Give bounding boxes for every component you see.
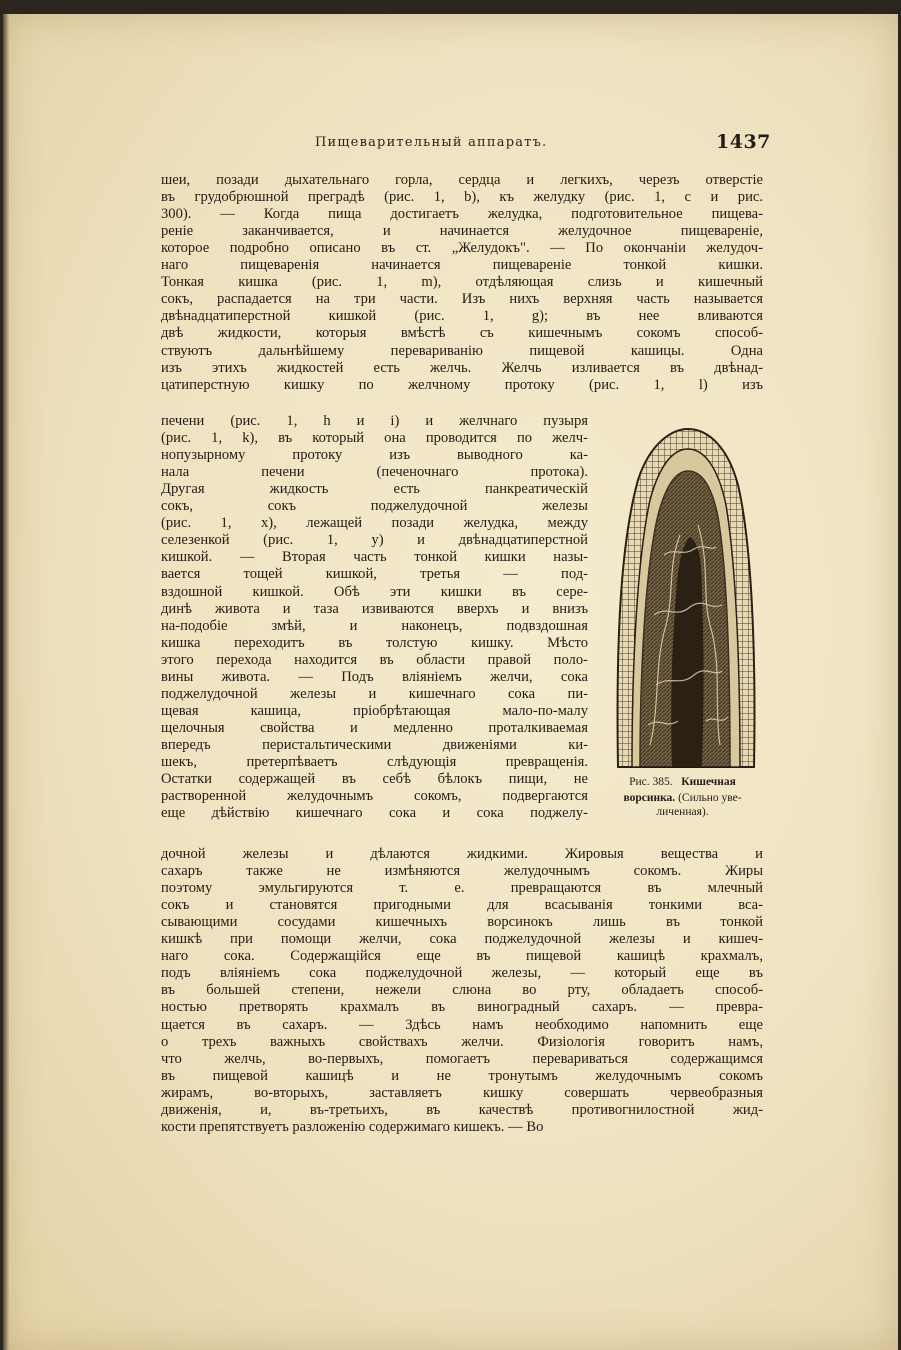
- text-line: изъ этихъ жидкостей есть желчь. Желчь изливается въ двѣнад-: [161, 359, 763, 376]
- text-line: щелочныя свойства и медленно проталкиваемая: [161, 719, 588, 736]
- figure-number: Рис. 385.: [629, 776, 673, 788]
- text-line: Другая жидкость есть панкреатическій: [161, 481, 588, 498]
- text-line: сывающими сосудами кишечныхъ ворсинокъ лишь въ тонкой: [161, 914, 763, 931]
- text-line: дочной железы и дѣлаются жидкими. Жировыя вещества и: [161, 846, 763, 862]
- text-line: поджелудочной железы и кишечнаго сока пи-: [161, 685, 588, 702]
- text-line: сокъ, распадается на три части. Изъ нихъ верхняя часть называется: [161, 291, 763, 308]
- text-line: подъ вліяніемъ сока поджелудочной железы, — который еще въ: [161, 965, 763, 982]
- text-line: нала печени (печеночнаго протока).: [161, 464, 588, 481]
- figure-note: (Сильно уве-: [678, 792, 742, 804]
- text-line: сокъ, сокъ поджелудочной железы: [161, 498, 588, 515]
- text-line: ствуютъ дальнѣйшему перевариванію пищевой кашицы. Одна: [161, 342, 763, 359]
- page-spine-shadow: [3, 14, 9, 1350]
- text-line: которое подробно описано въ ст. „Желудокъ". — По окончаніи желудоч-: [161, 240, 763, 257]
- text-line: этого перехода находится въ области правой поло-: [161, 651, 588, 668]
- text-line: 300). — Когда пища достигаетъ желудка, подготовительное пищева-: [161, 206, 763, 223]
- text-line: кишкой. — Вторая часть тонкой кишки назы-: [161, 549, 588, 566]
- text-line: движенія, и, въ-третьихъ, въ качествѣ противогнилостной жид-: [161, 1101, 763, 1118]
- text-line: щевая кашица, пріобрѣтающая мало-по-малу: [161, 702, 588, 719]
- text-line: кишкѣ при помощи желчи, сока поджелудочной железы и кишеч-: [161, 931, 763, 948]
- text-line: наго пищеваренія начинается пищевареніе тонкой кишки.: [161, 257, 763, 274]
- text-line: (рис. 1, x), лежащей позади желудка, между: [161, 515, 588, 532]
- text-line: кости препятствуетъ разложенію содержимаго кишекъ. — Во: [161, 1118, 544, 1135]
- text-line: шеи, позади дыхательнаго горла, сердца и легкихъ, черезъ отверстіе: [161, 172, 763, 188]
- text-line: шекъ, претерпѣваетъ слѣдующія превращенія.: [161, 754, 588, 770]
- text-line: впередъ перистальтическими движеніями ки-: [161, 736, 588, 753]
- figure-caption-line-2: [595, 792, 770, 805]
- figure-title: Кишечная: [681, 776, 736, 788]
- text-line: наго сока. Содержащійся еще въ пищевой кашицѣ крахмалъ,: [161, 948, 763, 965]
- text-line: щается въ сахаръ. — Здѣсь намъ необходимо напомнить еще: [161, 1016, 763, 1033]
- text-line: сахаръ также не измѣняются желудочнымъ сокомъ. Жиры: [161, 863, 763, 880]
- text-line: въ пищевой кашицѣ и не тронутымъ желудочнымъ сокомъ: [161, 1067, 763, 1084]
- text-line: Тонкая кишка (рис. 1, m), отдѣляющая слизь и кишечный: [161, 274, 763, 291]
- text-line: Остатки содержащей въ себѣ бѣлокъ пищи, не: [161, 771, 588, 788]
- running-title: Пищеварительный аппаратъ.: [315, 135, 548, 150]
- text-line: ностью претворять крахмалъ въ виноградный сахаръ. — превра-: [161, 999, 763, 1016]
- text-line: жирамъ, во-вторыхъ, заставляетъ кишку совершать червеобразныя: [161, 1084, 763, 1101]
- text-line: двѣ жидкости, которыя вмѣстѣ съ кишечнымъ сокомъ способ-: [161, 325, 763, 342]
- text-line: (рис. 1, k), въ который она проводится по желч-: [161, 430, 588, 447]
- text-line: еще дѣйствію кишечнаго сока и сока поджелу-: [161, 805, 588, 822]
- text-line: на-подобіе змѣй, и наконецъ, подвздошная: [161, 617, 588, 634]
- figure-caption-line-1: [595, 776, 770, 789]
- text-line: вается тощей кишкой, третья — под-: [161, 566, 588, 583]
- text-line: вины живота. — Подъ вліяніемъ желчи, сока: [161, 668, 588, 685]
- figure-title-continued: ворсинка.: [623, 792, 676, 804]
- text-line: поэтому эмульгируются т. е. превращаются въ млечный: [161, 880, 763, 897]
- text-line: кишка переходитъ въ толстую кишку. Мѣсто: [161, 634, 588, 651]
- text-line: сокъ и становятся пригодными для всасыванія тонкими вса-: [161, 897, 763, 914]
- text-line: въ грудобрюшной преградѣ (рис. 1, b), къ желудку (рис. 1, c и рис.: [161, 189, 763, 206]
- text-line: въ большей степени, нежели слюна во рту, обладаетъ способ-: [161, 982, 763, 999]
- text-line: цатиперстную кишку по желчному протоку (рис. 1, l) изъ: [161, 376, 763, 393]
- text-line: печени (рис. 1, h и i) и желчнаго пузыря: [161, 413, 588, 429]
- text-line: селезенкой (рис. 1, y) и двѣнадцатиперстной: [161, 532, 588, 549]
- text-line: о трехъ важныхъ свойствахъ желчи. Физіологія говоритъ намъ,: [161, 1033, 763, 1050]
- text-line: растворенной желудочнымъ сокомъ, подвергаются: [161, 788, 588, 805]
- text-line: реніе заканчивается, и начинается желудочное пищевареніе,: [161, 223, 763, 240]
- text-line: двѣнадцатиперстной кишкой (рис. 1, g); въ нее вливаются: [161, 308, 763, 325]
- page-number: 1437: [716, 131, 771, 153]
- text-line: динѣ живота и таза извиваются вверхъ и внизъ: [161, 600, 588, 617]
- text-line: что желчь, во-первыхъ, помогаетъ перевариваться содержащимся: [161, 1050, 763, 1067]
- figure-caption-line-3: личенная).: [656, 806, 709, 818]
- text-line: вздошной кишкой. Обѣ эти кишки въ сере-: [161, 583, 588, 600]
- intestinal-villus-illustration: [610, 425, 760, 770]
- text-line: нопузырному протоку изъ выводного ка-: [161, 447, 588, 464]
